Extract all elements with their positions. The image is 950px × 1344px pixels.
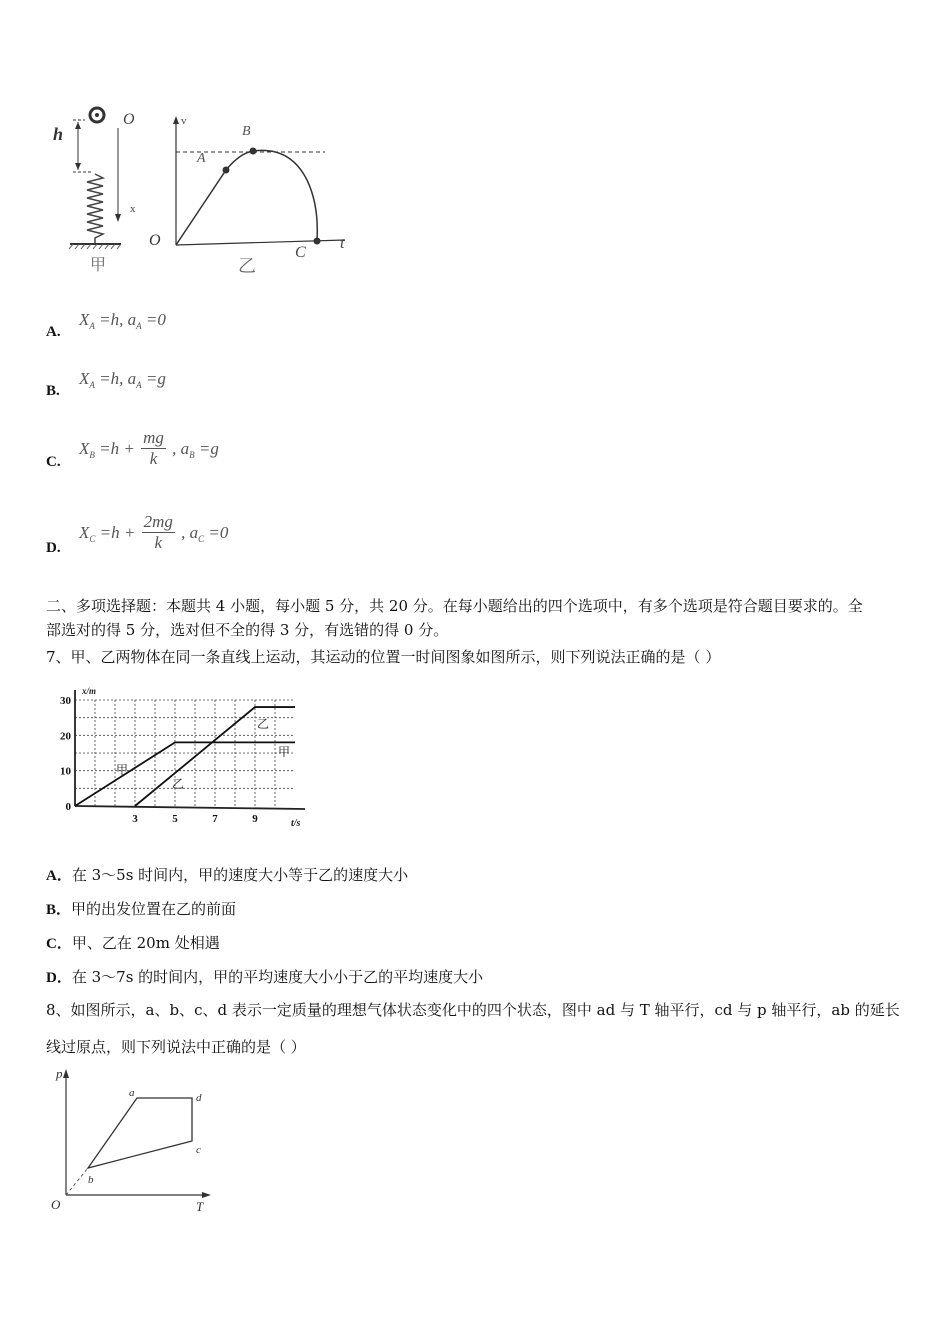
series-label-yi-mid: 乙 [172, 777, 185, 791]
series-label-yi-top: 乙 [257, 717, 270, 731]
section-2-line-1: 二、多项选择题：本题共 4 小题，每小题 5 分，共 20 分。在每小题给出的四个选项中，有多个选项是符合题目要求的。全 [46, 597, 863, 615]
point-B-dot [250, 148, 257, 155]
label-a: a [129, 1087, 135, 1099]
formula-C: $X_B =h$ + $\frac{mg}{k}$ , $a_B =g$ [79, 428, 219, 468]
spring [87, 174, 103, 244]
series-label-jia-right: 甲 [278, 745, 291, 759]
option-letter: D. [46, 540, 61, 556]
label-B: B [242, 124, 251, 139]
y-tick-label: 0 [65, 801, 71, 813]
origin-O: O [149, 232, 161, 249]
spring-velocity-figure [45, 100, 365, 280]
x-axis-label: t/s [291, 818, 301, 829]
label-h: h [53, 124, 64, 144]
caption-jia: 甲 [90, 257, 107, 274]
q7-option-C: C．甲、乙在 20m 处相遇 [46, 934, 220, 952]
option-letter: C. [46, 454, 61, 470]
option-letter: B. [46, 383, 60, 399]
q7-option-B: B．甲的出发位置在乙的前面 [46, 900, 237, 918]
x-tick-label: 3 [132, 813, 138, 825]
section-2-line-2: 部选对的得 5 分，选对但不全的得 3 分，有选错的得 0 分。 [46, 621, 449, 639]
axis-v: v [181, 115, 187, 127]
label-d: d [196, 1092, 202, 1104]
q8-stem-line-2: 线过原点，则下列说法中正确的是（ ） [46, 1038, 306, 1056]
y-tick-label: 10 [60, 765, 71, 778]
caption-yi: 乙 [238, 256, 256, 276]
q7-option-A: A．在 3～5s 时间内，甲的速度大小等于乙的速度大小 [46, 866, 409, 884]
option-letter: A. [46, 324, 61, 340]
pT-diagram [46, 1064, 226, 1219]
label-A: A [197, 151, 206, 166]
x-tick-label: 5 [172, 813, 178, 825]
axis-p: p [56, 1066, 63, 1081]
formula-D: $X_C =h$ + $\frac{2mg}{k}$ , $a_C =0$ [79, 512, 229, 552]
y-axis-label: x/m [82, 686, 97, 696]
origin-O: O [51, 1197, 61, 1212]
q7-option-D: D．在 3～7s 的时间内，甲的平均速度大小小于乙的平均速度大小 [46, 968, 484, 986]
label-C: C [295, 244, 306, 261]
label-x: x [130, 203, 136, 215]
q7-stem: 7、甲、乙两物体在同一条直线上运动，其运动的位置一时间图象如图所示，则下列说法正确的是（ ） [46, 648, 721, 666]
axis-t: t [340, 235, 345, 252]
q7-position-time-chart [50, 684, 320, 834]
label-c: c [196, 1144, 201, 1156]
y-tick-label: 30 [60, 695, 71, 707]
q8-stem-line-1: 8、如图所示，a、b、c、d 表示一定质量的理想气体状态变化中的四个状态，图中 ad 与 T 轴平行，cd 与 p 轴平行，ab 的延长 [46, 1001, 900, 1019]
y-tick-label: 20 [60, 730, 71, 743]
point-A-dot [223, 167, 230, 174]
label-O-top: O [123, 111, 135, 128]
point-C-dot [314, 238, 321, 245]
x-tick-label: 9 [252, 813, 258, 825]
q8-stem [46, 1000, 900, 1057]
axis-T: T [196, 1199, 204, 1214]
label-b: b [88, 1174, 94, 1186]
formula-A: $X_A =h$, $a_A =0$ [79, 310, 166, 331]
state-cycle [88, 1098, 192, 1168]
section-2-instructions [46, 594, 863, 642]
series-label-jia-left: 甲 [116, 763, 129, 777]
formula-B: $X_A =h$, $a_A =g$ [79, 369, 166, 390]
x-tick-label: 7 [212, 813, 218, 825]
